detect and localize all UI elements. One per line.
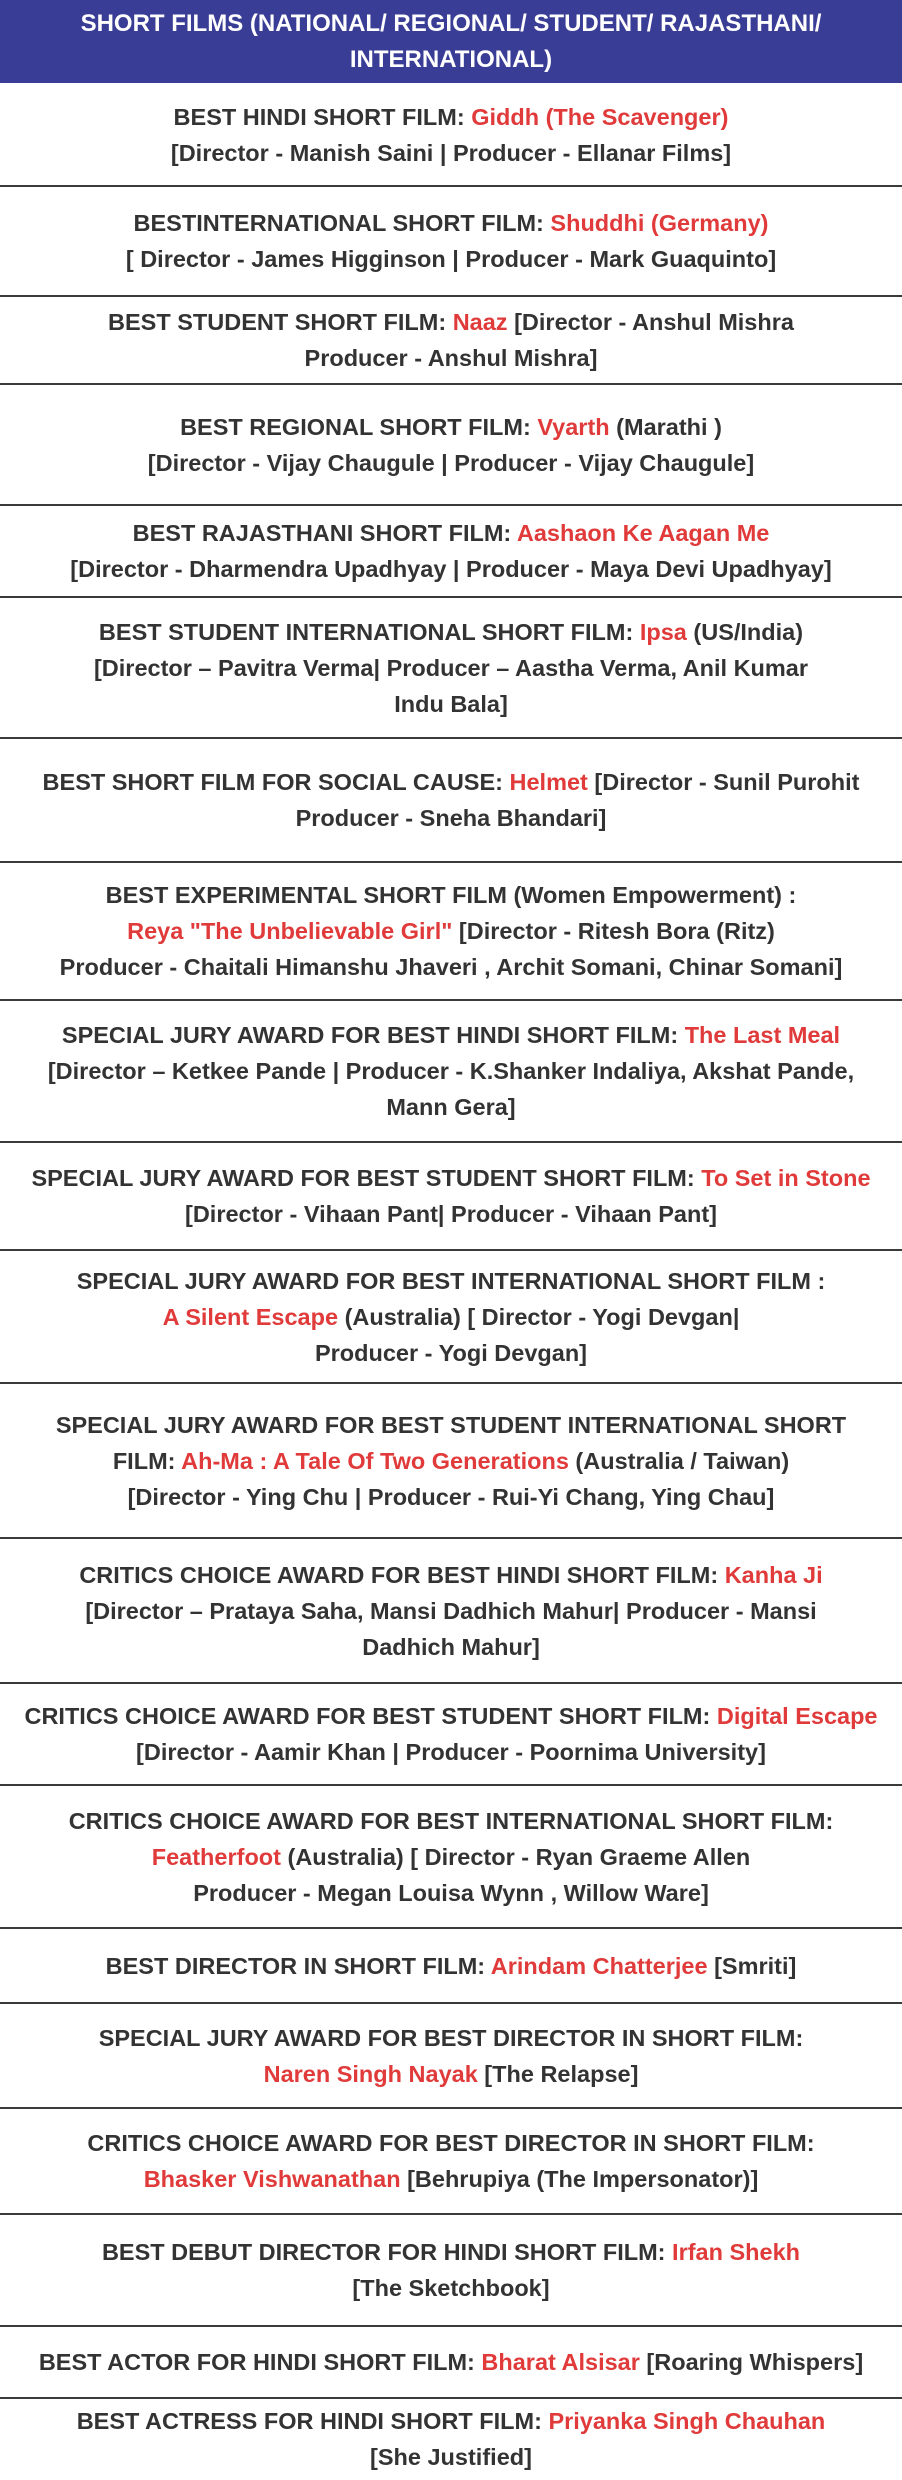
- award-line: [315, 1335, 587, 1371]
- award-line: [70, 551, 831, 587]
- award-line: [133, 515, 770, 551]
- award-text: CRITICS CHOICE AWARD FOR BEST STUDENT SHORT FILM:: [24, 1703, 717, 1729]
- award-line: [144, 2161, 759, 2197]
- award-text: BEST EXPERIMENTAL SHORT FILM (Women Empowerment) :: [105, 882, 797, 908]
- award-entry: [0, 1383, 902, 1538]
- award-winner: Ipsa: [639, 618, 687, 645]
- award-entry: [0, 862, 902, 1000]
- award-winner: Featherfoot: [151, 1843, 281, 1870]
- award-text: [Director - Sunil Purohit: [587, 769, 860, 795]
- award-winner: Priyanka Singh Chauhan: [548, 2408, 826, 2434]
- award-text: [She Justified]: [370, 2444, 532, 2470]
- award-text: BEST SHORT FILM FOR SOCIAL CAUSE:: [42, 769, 510, 795]
- award-winner: Ah-Ma : A Tale Of Two Generations: [181, 1447, 569, 1474]
- award-line: [62, 1017, 840, 1053]
- award-text: Indu Bala]: [394, 690, 508, 717]
- award-text: (Marathi ): [609, 413, 722, 440]
- award-text: [Smriti]: [707, 1952, 797, 1979]
- award-line: [48, 1053, 854, 1089]
- award-line: [77, 1263, 826, 1299]
- award-text: CRITICS CHOICE AWARD FOR BEST INTERNATIONAL SHORT FILM:: [68, 1807, 834, 1834]
- award-text: SPECIAL JURY AWARD FOR BEST STUDENT INTERNATIONAL SHORT: [55, 1411, 847, 1438]
- award-text: (Australia / Taiwan): [568, 1447, 790, 1474]
- award-text: BEST STUDENT INTERNATIONAL SHORT FILM:: [98, 618, 640, 645]
- award-text: BEST RAJASTHANI SHORT FILM:: [132, 520, 517, 546]
- award-text: Producer - Yogi Devgan]: [314, 1339, 588, 1366]
- award-entry: [0, 384, 902, 505]
- award-line: [180, 409, 722, 445]
- award-winner: Arindam Chatterjee: [490, 1952, 708, 1979]
- award-entry: [0, 1928, 902, 2003]
- award-line: [24, 1698, 877, 1734]
- award-line: [69, 1803, 834, 1839]
- award-text: Dadhich Mahur]: [362, 1633, 540, 1660]
- award-text: BEST REGIONAL SHORT FILM:: [180, 413, 538, 440]
- award-text: BEST DEBUT DIRECTOR FOR HINDI SHORT FILM:: [101, 2239, 673, 2265]
- award-entry: [0, 1000, 902, 1142]
- award-text: BEST DIRECTOR IN SHORT FILM:: [105, 1952, 491, 1979]
- award-line: [39, 2344, 863, 2380]
- award-line: [99, 2020, 804, 2056]
- award-line: [352, 2270, 549, 2306]
- award-entry: [0, 2003, 902, 2108]
- award-winner: Helmet: [509, 769, 588, 795]
- award-entry: [0, 2108, 902, 2214]
- award-winner: Naren Singh Nayak: [263, 2060, 478, 2087]
- award-line: [185, 1196, 717, 1232]
- award-line: [362, 1629, 540, 1665]
- award-text: [Director - Vijay Chaugule | Producer - Vijay Chaugule]: [147, 449, 755, 476]
- award-text: Mann Gera]: [386, 1094, 516, 1120]
- award-text: BEST ACTRESS FOR HINDI SHORT FILM:: [76, 2408, 549, 2434]
- award-text: BEST HINDI SHORT FILM:: [173, 103, 472, 130]
- award-text: [Director - Anshul Mishra: [507, 309, 794, 335]
- section-header: [0, 0, 902, 83]
- award-line: [152, 1839, 751, 1875]
- award-text: SPECIAL JURY AWARD FOR BEST DIRECTOR IN SHORT FILM:: [98, 2024, 804, 2051]
- header-line-1: SHORT FILMS (NATIONAL/ REGIONAL/ STUDENT/ RAJASTHANI/: [80, 9, 822, 37]
- award-text: Producer - Chaitali Himanshu Jhaveri , Archit Somani, Chinar Somani]: [59, 954, 843, 980]
- award-line: [60, 949, 843, 985]
- award-winner: To Set in Stone: [701, 1165, 871, 1191]
- award-line: [87, 2125, 814, 2161]
- award-text: BESTINTERNATIONAL SHORT FILM:: [133, 210, 551, 236]
- award-line: [296, 800, 607, 836]
- award-winner: Giddh (The Scavenger): [471, 103, 729, 130]
- award-winner: Irfan Shekh: [672, 2239, 801, 2265]
- award-entry: [0, 2398, 902, 2480]
- award-line: [174, 99, 729, 135]
- award-text: SPECIAL JURY AWARD FOR BEST INTERNATIONAL SHORT FILM :: [76, 1267, 826, 1294]
- award-text: [Behrupiya (The Impersonator)]: [400, 2166, 759, 2192]
- award-line: [77, 2403, 826, 2439]
- award-entry: [0, 2326, 902, 2398]
- award-line: [126, 241, 776, 277]
- award-text: [The Sketchbook]: [352, 2275, 550, 2301]
- award-winner: Shuddhi (Germany): [550, 210, 769, 236]
- award-text: [Director - Manish Saini | Producer - Ellanar Films]: [170, 139, 732, 166]
- award-entry: [0, 1785, 902, 1928]
- award-winner: Digital Escape: [716, 1703, 878, 1729]
- award-winner: Bhasker Vishwanathan: [143, 2166, 401, 2192]
- award-line: [79, 1557, 822, 1593]
- award-entry: [0, 83, 902, 186]
- award-line: [264, 2056, 639, 2092]
- award-line: [386, 1089, 515, 1125]
- award-text: [Director – Prataya Saha, Mansi Dadhich Mahur| Producer - Mansi: [85, 1597, 817, 1624]
- award-text: CRITICS CHOICE AWARD FOR BEST DIRECTOR IN SHORT FILM:: [87, 2130, 815, 2156]
- award-text: BEST STUDENT SHORT FILM:: [108, 309, 453, 335]
- award-winner: A Silent Escape: [162, 1303, 339, 1330]
- award-entry: [0, 1683, 902, 1785]
- award-text: FILM:: [112, 1447, 182, 1474]
- award-entry: [0, 738, 902, 862]
- award-line: [113, 1443, 789, 1479]
- award-line: [56, 1407, 846, 1443]
- award-text: SPECIAL JURY AWARD FOR BEST STUDENT SHORT FILM:: [31, 1165, 702, 1191]
- award-line: [43, 764, 860, 800]
- award-entry: [0, 505, 902, 597]
- award-text: [Director - Ritesh Bora (Ritz): [452, 918, 775, 944]
- award-line: [305, 340, 598, 376]
- award-text: [Director - Aamir Khan | Producer - Poornima University]: [136, 1739, 766, 1765]
- award-text: Producer - Megan Louisa Wynn , Willow Ware]: [193, 1879, 709, 1906]
- award-line: [148, 445, 754, 481]
- award-line: [94, 650, 808, 686]
- award-line: [106, 877, 797, 913]
- award-winner: Vyarth: [537, 413, 610, 440]
- award-entry: [0, 1250, 902, 1383]
- award-line: [85, 1593, 816, 1629]
- award-text: SPECIAL JURY AWARD FOR BEST HINDI SHORT FILM:: [61, 1022, 685, 1048]
- award-entry: [0, 2214, 902, 2326]
- award-line: [99, 614, 803, 650]
- award-entry: [0, 1538, 902, 1683]
- award-line: [394, 686, 508, 722]
- award-winner: The Last Meal: [684, 1022, 841, 1048]
- award-text: Producer - Sneha Bhandari]: [295, 805, 607, 831]
- award-line: [106, 1948, 797, 1984]
- award-text: (Australia) [ Director - Ryan Graeme Allen: [280, 1843, 751, 1870]
- award-entry: [0, 1142, 902, 1250]
- award-line: [108, 304, 794, 340]
- award-winner: Kanha Ji: [724, 1561, 823, 1588]
- award-text: CRITICS CHOICE AWARD FOR BEST HINDI SHORT FILM:: [79, 1561, 725, 1588]
- award-text: [The Relapse]: [477, 2060, 639, 2087]
- award-line: [127, 913, 775, 949]
- award-text: (Australia) [ Director - Yogi Devgan|: [338, 1303, 740, 1330]
- header-line-2: INTERNATIONAL): [349, 45, 553, 73]
- award-line: [134, 205, 769, 241]
- award-entry: [0, 296, 902, 384]
- award-text: [Director – Pavitra Verma| Producer – Aastha Verma, Anil Kumar: [93, 654, 809, 681]
- award-text: (US/India): [686, 618, 804, 645]
- award-winner: Bharat Alsisar: [481, 2349, 640, 2375]
- award-line: [370, 2439, 532, 2475]
- award-text: [ Director - James Higginson | Producer - Mark Guaquinto]: [125, 246, 777, 272]
- award-line: [102, 2234, 800, 2270]
- award-winner: Aashaon Ke Aagan Me: [516, 520, 770, 546]
- award-line: [163, 1299, 740, 1335]
- award-text: [Roaring Whispers]: [639, 2349, 864, 2375]
- award-text: [Director - Dharmendra Upadhyay | Producer - Maya Devi Upadhyay]: [70, 556, 832, 582]
- award-line: [136, 1734, 766, 1770]
- award-text: BEST ACTOR FOR HINDI SHORT FILM:: [38, 2349, 482, 2375]
- award-line: [31, 1160, 870, 1196]
- award-winner: Naaz: [452, 309, 508, 335]
- award-text: [Director – Ketkee Pande | Producer - K.Shanker Indaliya, Akshat Pande,: [47, 1058, 855, 1084]
- award-entry: [0, 597, 902, 738]
- award-line: [171, 135, 731, 171]
- award-line: [128, 1479, 775, 1515]
- award-winner: Reya "The Unbelievable Girl": [127, 918, 453, 944]
- award-text: [Director - Vihaan Pant| Producer - Vihaan Pant]: [185, 1201, 717, 1227]
- award-text: [Director - Ying Chu | Producer - Rui-Yi Chang, Ying Chau]: [127, 1483, 775, 1510]
- award-line: [193, 1875, 709, 1911]
- award-entry: [0, 186, 902, 296]
- award-text: Producer - Anshul Mishra]: [304, 345, 598, 371]
